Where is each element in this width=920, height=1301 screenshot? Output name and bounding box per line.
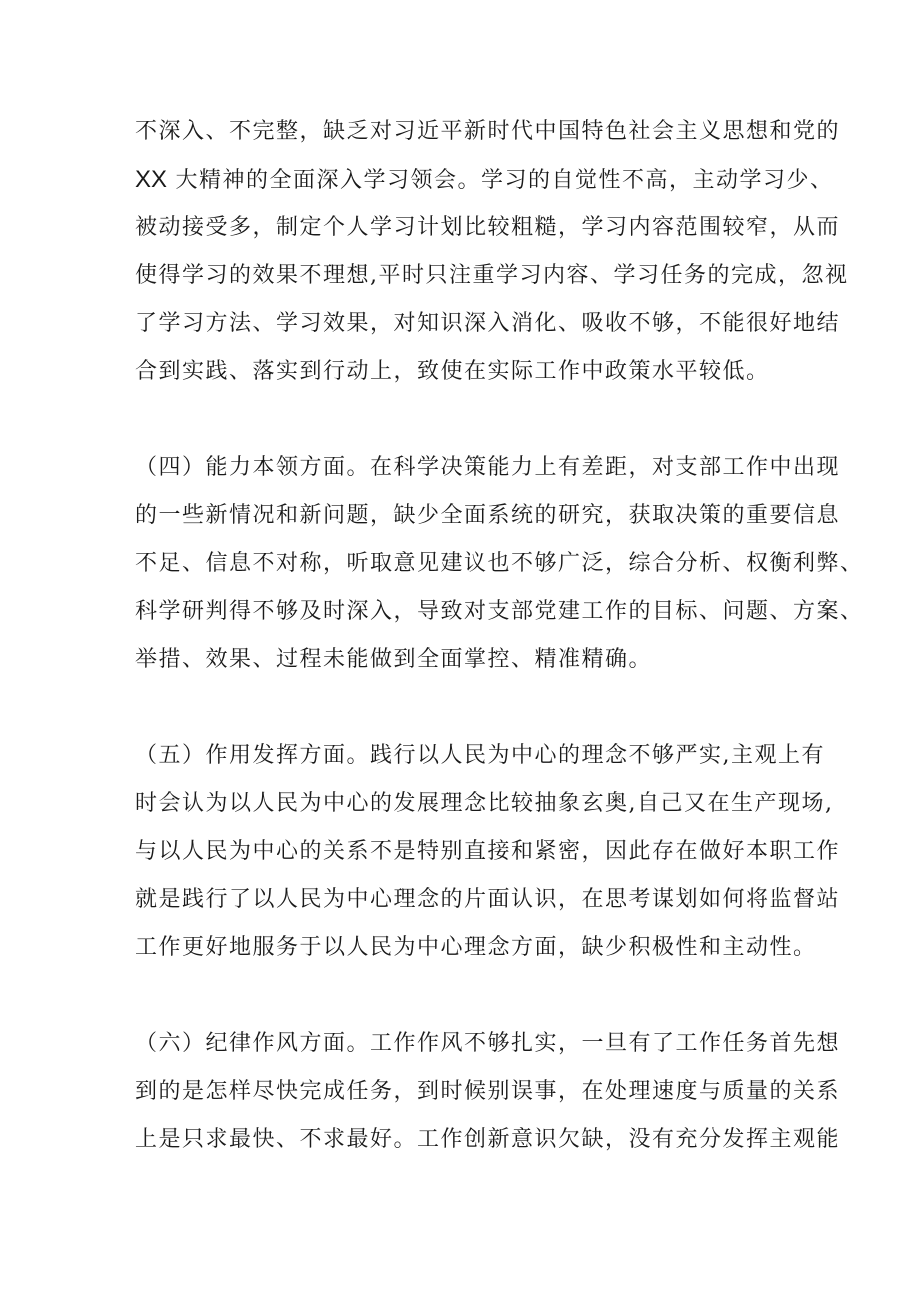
xx-placeholder: XX (135, 166, 168, 193)
paragraph-line: 上是只求最快、不求最好。工作创新意识欠缺，没有充分发挥主观能 (135, 1127, 841, 1152)
paragraph-line: 与以人民为中心的关系不是特别直接和紧密，因此存在做好本职工作 (135, 839, 841, 864)
section-5-heading-line: （五）作用发挥方面。践行以人民为中心的理念不够严实,主观上有 (135, 743, 825, 768)
paragraph-line: 合到实践、落实到行动上，致使在实际工作中政策水平较低。 (135, 359, 770, 384)
paragraph-line: 的一些新情况和新问题，缺少全面系统的研究，获取决策的重要信息 (135, 503, 841, 528)
paragraph-line: 被动接受多，制定个人学习计划比较粗糙，学习内容范围较窄，从而 (135, 215, 841, 240)
paragraph-line: 了学习方法、学习效果，对知识深入消化、吸收不够，不能很好地结 (135, 311, 841, 336)
section-6-heading-line: （六）纪律作风方面。工作作风不够扎实，一旦有了工作任务首先想 (135, 1031, 841, 1056)
paragraph-line: 科学研判得不够及时深入，导致对支部党建工作的目标、问题、方案、 (135, 599, 864, 624)
paragraph-line: 就是践行了以人民为中心理念的片面认识，在思考谋划如何将监督站 (135, 887, 841, 912)
paragraph-line-text: 大精神的全面深入学习领会。学习的自觉性不高，主动学习少、 (175, 168, 834, 193)
paragraph-line: 不足、信息不对称，听取意见建议也不够广泛，综合分析、权衡利弊、 (135, 551, 864, 576)
paragraph-line: 举措、效果、过程未能做到全面掌控、精准精确。 (135, 647, 653, 672)
paragraph-line: 不深入、不完整，缺乏对习近平新时代中国特色社会主义思想和党的 (135, 119, 841, 144)
paragraph-line (135, 165, 834, 196)
paragraph-line: 使得学习的效果不理想,平时只注重学习内容、学习任务的完成，忽视 (135, 263, 849, 288)
paragraph-line: 工作更好地服务于以人民为中心理念方面，缺少积极性和主动性。 (135, 935, 817, 960)
section-4-heading-line: （四）能力本领方面。在科学决策能力上有差距，对支部工作中出现 (135, 455, 841, 480)
paragraph-line: 到的是怎样尽快完成任务，到时候别误事，在处理速度与质量的关系 (135, 1079, 841, 1104)
paragraph-line: 时会认为以人民为中心的发展理念比较抽象玄奥,自己又在生产现场, (135, 791, 834, 816)
